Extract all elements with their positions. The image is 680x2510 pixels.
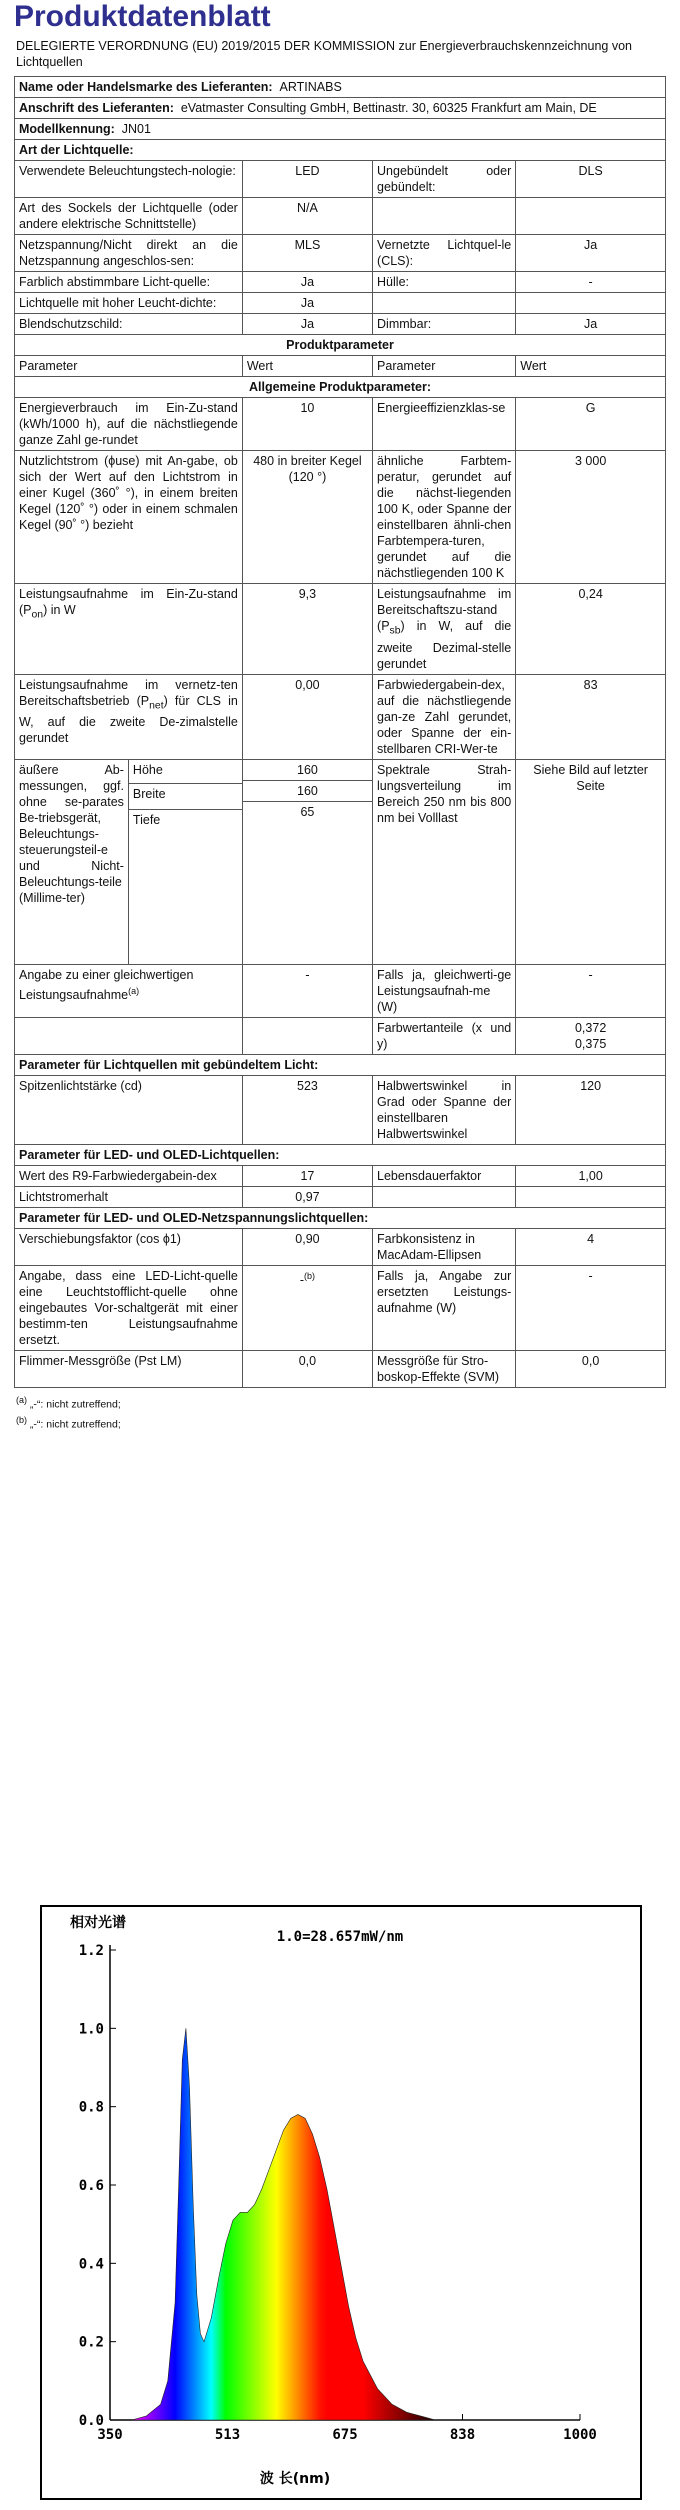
table-row: Verwendete Beleuchtungstech-nologie: LED Ungebündelt oder gebündelt: DLS <box>15 161 666 198</box>
table-row: Lichtquelle mit hoher Leucht-dichte: Ja <box>15 293 666 314</box>
y-tick-label: 0.6 <box>78 2178 104 2194</box>
spectrum-svg <box>40 1905 642 2500</box>
y-tick-label: 1.2 <box>78 1943 104 1959</box>
model-row: Modellkennung: JN01 <box>15 119 666 140</box>
chart-xlabel: 波 长(nm) <box>259 2471 331 2487</box>
chart-title: 相对光谱 <box>70 1915 126 1931</box>
x-tick-label: 675 <box>332 2427 358 2443</box>
table-row: Art des Sockels der Lichtquelle (oder andere elektrische Schnittstelle) N/A <box>15 198 666 235</box>
x-tick-label: 513 <box>214 2427 241 2443</box>
type-heading: Art der Lichtquelle: <box>15 140 666 161</box>
spectrum-chart <box>40 1905 642 2500</box>
table-row: Nutzlichtstrom (ϕuse) mit An-gabe, ob sich der Wert auf den Lichtstrom in einer Kugel (360˚ °), in einem breiten Kegel (120˚ °) oder in einem schmalen Kegel (90˚ °) bezieht 480 in breiter Kegel (120 °) ähnliche Farbtem-peratur, gerundet auf die nächst-liegenden 100 K, oder Spanne der einstellbaren ähnli-chen Farbtempera-turen, gerundet auf die nächstliegenden 100 K 3 000 <box>15 451 666 584</box>
datasheet-table <box>14 76 666 1388</box>
table-row: Netzspannung/Nicht direkt an die Netzspannung angeschlos-sen: MLS Vernetzte Lichtquel-le (CLS): Ja <box>15 235 666 272</box>
y-tick-label: 0.2 <box>78 2334 104 2351</box>
table-row: Wert des R9-Farbwiedergabein-dex 17 Lebensdauerfaktor 1,00 <box>15 1165 666 1186</box>
y-tick-label: 0.4 <box>78 2256 104 2273</box>
table-row: Flimmer-Messgröße (Pst LM) 0,0 Messgröße für Stro-boskop-Effekte (SVM) 0,0 <box>15 1350 666 1387</box>
table-row: Lichtstromerhalt 0,97 <box>15 1186 666 1207</box>
footnote-b: $^{(b)}$ „-“: nicht zutreffend; <box>16 1415 121 1431</box>
product-params-heading: Produktparameter <box>15 335 666 356</box>
table-row: Farbwertanteile (x und y) 0,372 0,375 <box>15 1017 666 1054</box>
table-row: Angabe, dass eine LED-Licht-quelle eine Leuchtstofflicht-quelle ohne eingebautes Vor-schaltgerät mit einer bestimm-ten Leistungsaufnahme ersetzt. -$^{(b)}$ Falls ja, Angabe zur ersetzten Leistungs-aufnahme (W) - <box>15 1265 666 1350</box>
y-tick-label: 0.0 <box>78 2413 104 2429</box>
table-row: Energieverbrauch im Ein-Zu-stand (kWh/1000 h), auf die nächstliegende ganze Zahl ge-rundet 10 Energieeffizienzklas-se G <box>15 398 666 451</box>
led-heading: Parameter für LED- und OLED-Lichtquellen: <box>15 1144 666 1165</box>
general-params-heading: Allgemeine Produktparameter: <box>15 377 666 398</box>
x-tick-label: 838 <box>449 2427 476 2443</box>
table-row: Verschiebungsfaktor (cos ϕ1) 0,90 Farbkonsistenz in MacAdam-Ellipsen 4 <box>15 1228 666 1265</box>
column-header-row: Parameter Wert Parameter Wert <box>15 356 666 377</box>
x-tick-label: 1000 <box>563 2427 597 2443</box>
chart-annotation: 1.0=28.657mW/nm <box>276 1929 404 1945</box>
dimensions-row: äußere Ab-messungen, ggf. ohne se-parates Be-triebsgerät, Beleuchtungs-steuerungsteil-e und Nicht-Beleuchtungs-teile (Millime-ter) Höhe Breite Tiefe 160 160 65 Spektrale Strah-lungsverteilung im Bereich 250 nm bis 800 nm bei Volllast Siehe Bild auf letzter Seite <box>15 759 666 964</box>
table-row: Leistungsaufnahme im Ein-Zu-stand $(P_{on})$ in W 9,3 Leistungsaufnahme im Bereitschaftszu-stand $(P_{sb})$ in W, auf die zweite Dezimal-stelle gerundet 0,24 <box>15 584 666 675</box>
table-row: Blendschutzschild: Ja Dimmbar: Ja <box>15 314 666 335</box>
datasheet-page <box>14 0 666 1433</box>
table-row: Angabe zu einer gleichwertigen Leistungsaufnahme$^{(a)}$ - Falls ja, gleichwerti-ge Leistungsaufnah-me (W) - <box>15 964 666 1017</box>
footnote-a: $^{(a)}$ „-“: nicht zutreffend; <box>16 1394 121 1410</box>
regulation-text: DELEGIERTE VERORDNUNG (EU) 2019/2015 DER KOMMISSION zur Energieverbrauchskennzeichnung von Lichtquellen <box>16 39 632 69</box>
table-row: Farblich abstimmbare Licht-quelle: Ja Hülle: - <box>15 272 666 293</box>
page-title: Produktdatenblatt <box>14 0 271 33</box>
x-tick-label: 350 <box>97 2427 123 2443</box>
y-tick-label: 0.8 <box>78 2099 104 2116</box>
brand-row: Name oder Handelsmarke des Lieferanten: ARTINABS <box>15 77 666 98</box>
table-row: Spitzenlichtstärke (cd) 523 Halbwertswinkel in Grad oder Spanne der einstellbaren Halbwertswinkel 120 <box>15 1075 666 1144</box>
address-row: Anschrift des Lieferanten: eVatmaster Consulting GmbH, Bettinastr. 30, 60325 Frankfurt am Main, DE <box>15 98 666 119</box>
y-tick-label: 1.0 <box>78 2021 104 2038</box>
directional-heading: Parameter für Lichtquellen mit gebündeltem Licht: <box>15 1054 666 1075</box>
table-row: Leistungsaufnahme im vernetz-ten Bereitschaftsbetrieb $(P_{net})$ für CLS in W, auf die zweite De-zimalstelle gerundet 0,00 Farbwiedergabein-dex, auf die nächstliegende gan-ze Zahl gerundet, oder Spanne der ein-stellbaren CRI-Wer-te 83 <box>15 674 666 759</box>
mains-heading: Parameter für LED- und OLED-Netzspannungslichtquellen: <box>15 1207 666 1228</box>
